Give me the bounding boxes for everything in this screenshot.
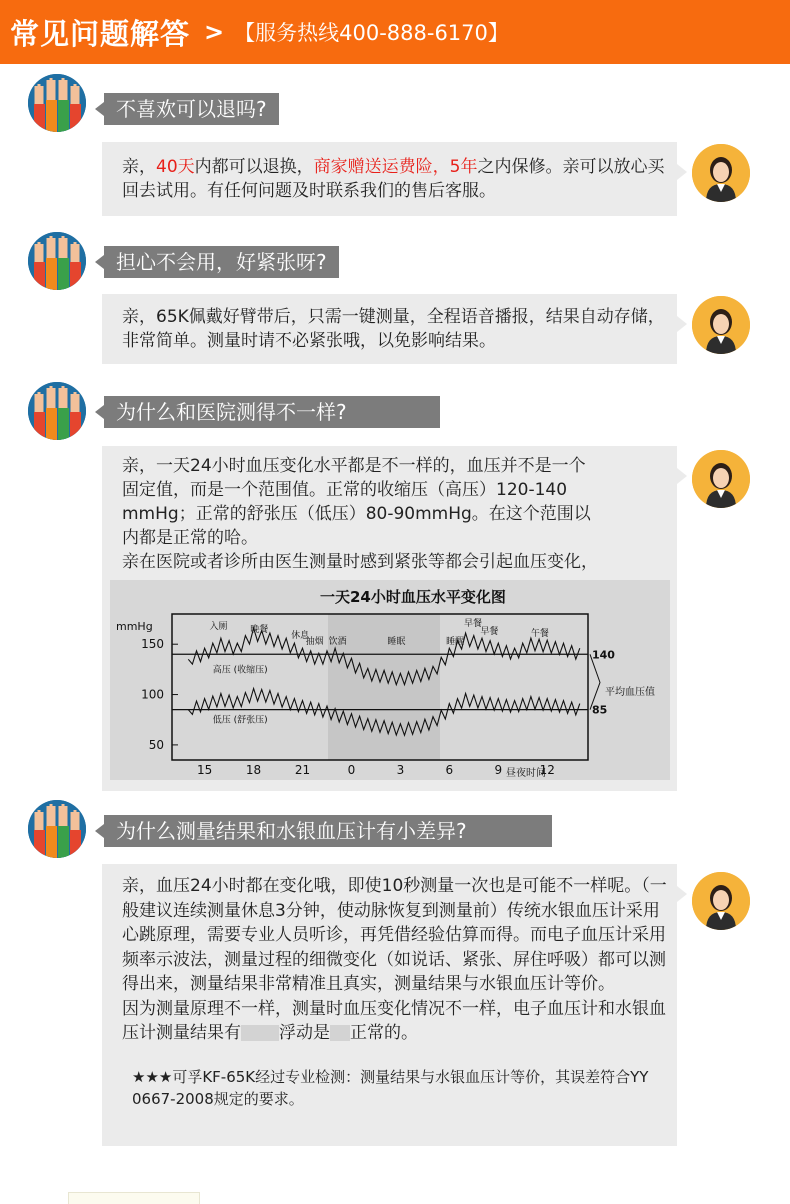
service-hotline[interactable]: 【服务热线400-888-6170】 bbox=[234, 21, 509, 45]
chart-title: 一天24小时血压水平变化图 bbox=[320, 588, 506, 606]
customer-avatar bbox=[28, 232, 86, 290]
answer-text: 内都可以退换， bbox=[194, 157, 314, 177]
chart-annotation: 早餐 bbox=[480, 627, 499, 638]
answer-text: 浮动是 bbox=[279, 1023, 330, 1043]
answer-line: 亲在医院或者诊所由医生测量时感到紧张等都会引起血压变化， bbox=[122, 552, 598, 572]
page-title: 常见问题解答 bbox=[10, 16, 191, 51]
y-tick-label: 150 bbox=[141, 637, 164, 652]
answer-text: 亲，65K佩戴好臂带后，只需一键测量，全程语音播报，结果自动存储，非常简单。测量时请不必紧张哦，以免影响结果。 bbox=[122, 307, 665, 351]
answer-text: 亲， bbox=[122, 157, 156, 177]
question-bubble bbox=[104, 246, 339, 278]
shipping-insurance: 商家赠送运费险， bbox=[313, 157, 450, 177]
chart-annotation: 晚餐 bbox=[250, 625, 269, 636]
service-avatar bbox=[692, 296, 750, 354]
bottom-card bbox=[68, 1192, 200, 1204]
x-axis-label: 昼夜时间 bbox=[506, 768, 546, 779]
chart-annotation: 午餐 bbox=[530, 629, 549, 640]
customer-avatar bbox=[28, 74, 86, 132]
bp-chart-svg bbox=[110, 580, 670, 780]
y-axis-label: mmHg bbox=[116, 620, 153, 633]
sleep-region bbox=[328, 614, 440, 760]
question-bubble bbox=[104, 396, 440, 428]
y-tick-label: 50 bbox=[148, 737, 164, 752]
question-bubble bbox=[104, 93, 279, 125]
answer-line: 内都是正常的哈。 bbox=[122, 528, 258, 548]
x-tick-label: 12 bbox=[539, 763, 555, 777]
average-label: 平均血压值 bbox=[605, 687, 655, 698]
answer-paragraph: 亲，血压24小时都在变化哦，即使10秒测量一次也是可能不一样呢。（一般建议连续测量休息3分钟，使动脉恢复到测量前）传统水银血压计采用心跳原理，需要专业人员听诊，再凭借经验估算而得。而电子血压计采用频率示波法，测量过程的细微变化（如说话、紧张、屏住呼吸）都可以测得出来，测量结果非常精准且真实，测量结果与水银血压计等价。 bbox=[122, 876, 667, 994]
chart-annotation: 抽烟 bbox=[305, 637, 324, 648]
answer-bubble bbox=[102, 864, 677, 1146]
chevron-right-icon: > bbox=[204, 18, 225, 46]
series-label: 低压 (舒张压) bbox=[212, 715, 268, 726]
service-avatar bbox=[692, 144, 750, 202]
x-tick-label: 9 bbox=[494, 763, 503, 777]
redacted-value bbox=[330, 1025, 350, 1041]
question-text: 为什么测量结果和水银血压计有小差异? bbox=[116, 819, 467, 843]
chart-annotation: 睡醒 bbox=[446, 637, 465, 648]
chart-annotation: 休息 bbox=[291, 631, 310, 642]
reference-label: 140 bbox=[592, 648, 615, 662]
chart-annotation: 饮酒 bbox=[328, 637, 347, 648]
question-text: 不喜欢可以退吗? bbox=[116, 97, 267, 121]
x-tick-label: 6 bbox=[445, 763, 454, 777]
answer-text: 之内保修。亲可以放心买回去试用。有任何问题及时联系我们的售后客服。 bbox=[122, 157, 665, 201]
question-text: 为什么和医院测得不一样? bbox=[116, 400, 347, 424]
x-tick-label: 21 bbox=[294, 763, 311, 777]
chart-annotation: 早餐 bbox=[464, 619, 483, 630]
answer-paragraph bbox=[122, 997, 667, 1046]
answer-bubble bbox=[102, 142, 677, 216]
return-days: 40天 bbox=[156, 157, 195, 177]
warranty-years: 5年 bbox=[449, 157, 478, 177]
question-text: 担心不会用，好紧张呀? bbox=[116, 250, 327, 274]
answer-line: 亲，一天24小时血压变化水平都是不一样的，血压并不是一个 bbox=[122, 456, 586, 476]
x-tick-label: 18 bbox=[245, 763, 262, 777]
answer-text: 因为测量原理不一样，测量时血压变化情况不一样，电子血压计和水银血压计测量结果有 bbox=[122, 998, 666, 1043]
y-tick-label: 100 bbox=[141, 687, 164, 702]
page-header bbox=[0, 0, 790, 64]
x-tick-label: 0 bbox=[347, 763, 356, 777]
redacted-value bbox=[241, 1025, 279, 1041]
chart-annotation: 睡眠 bbox=[387, 637, 406, 648]
question-bubble bbox=[104, 815, 552, 847]
customer-avatar bbox=[28, 800, 86, 858]
answer-line: 固定值，而是一个范围值。正常的收缩压（高压）120-140 bbox=[122, 480, 568, 500]
bp-24h-chart bbox=[110, 580, 670, 780]
service-avatar bbox=[692, 872, 750, 930]
customer-avatar bbox=[28, 382, 86, 440]
answer-text: 正常的。 bbox=[350, 1023, 418, 1043]
chart-annotation: 入厕 bbox=[209, 622, 228, 633]
certification-note: ★★★可孚KF-65K经过专业检测：测量结果与水银血压计等价，其误差符合YY 0667-2008规定的要求。 bbox=[132, 1067, 649, 1108]
series-label: 高压 (收缩压) bbox=[212, 665, 268, 676]
x-tick-label: 3 bbox=[396, 763, 405, 777]
service-avatar bbox=[692, 450, 750, 508]
answer-bubble bbox=[102, 294, 677, 364]
x-tick-label: 15 bbox=[196, 763, 213, 777]
answer-line: mmHg；正常的舒张压（低压）80-90mmHg。在这个范围以 bbox=[122, 504, 591, 524]
reference-label: 85 bbox=[592, 703, 608, 717]
